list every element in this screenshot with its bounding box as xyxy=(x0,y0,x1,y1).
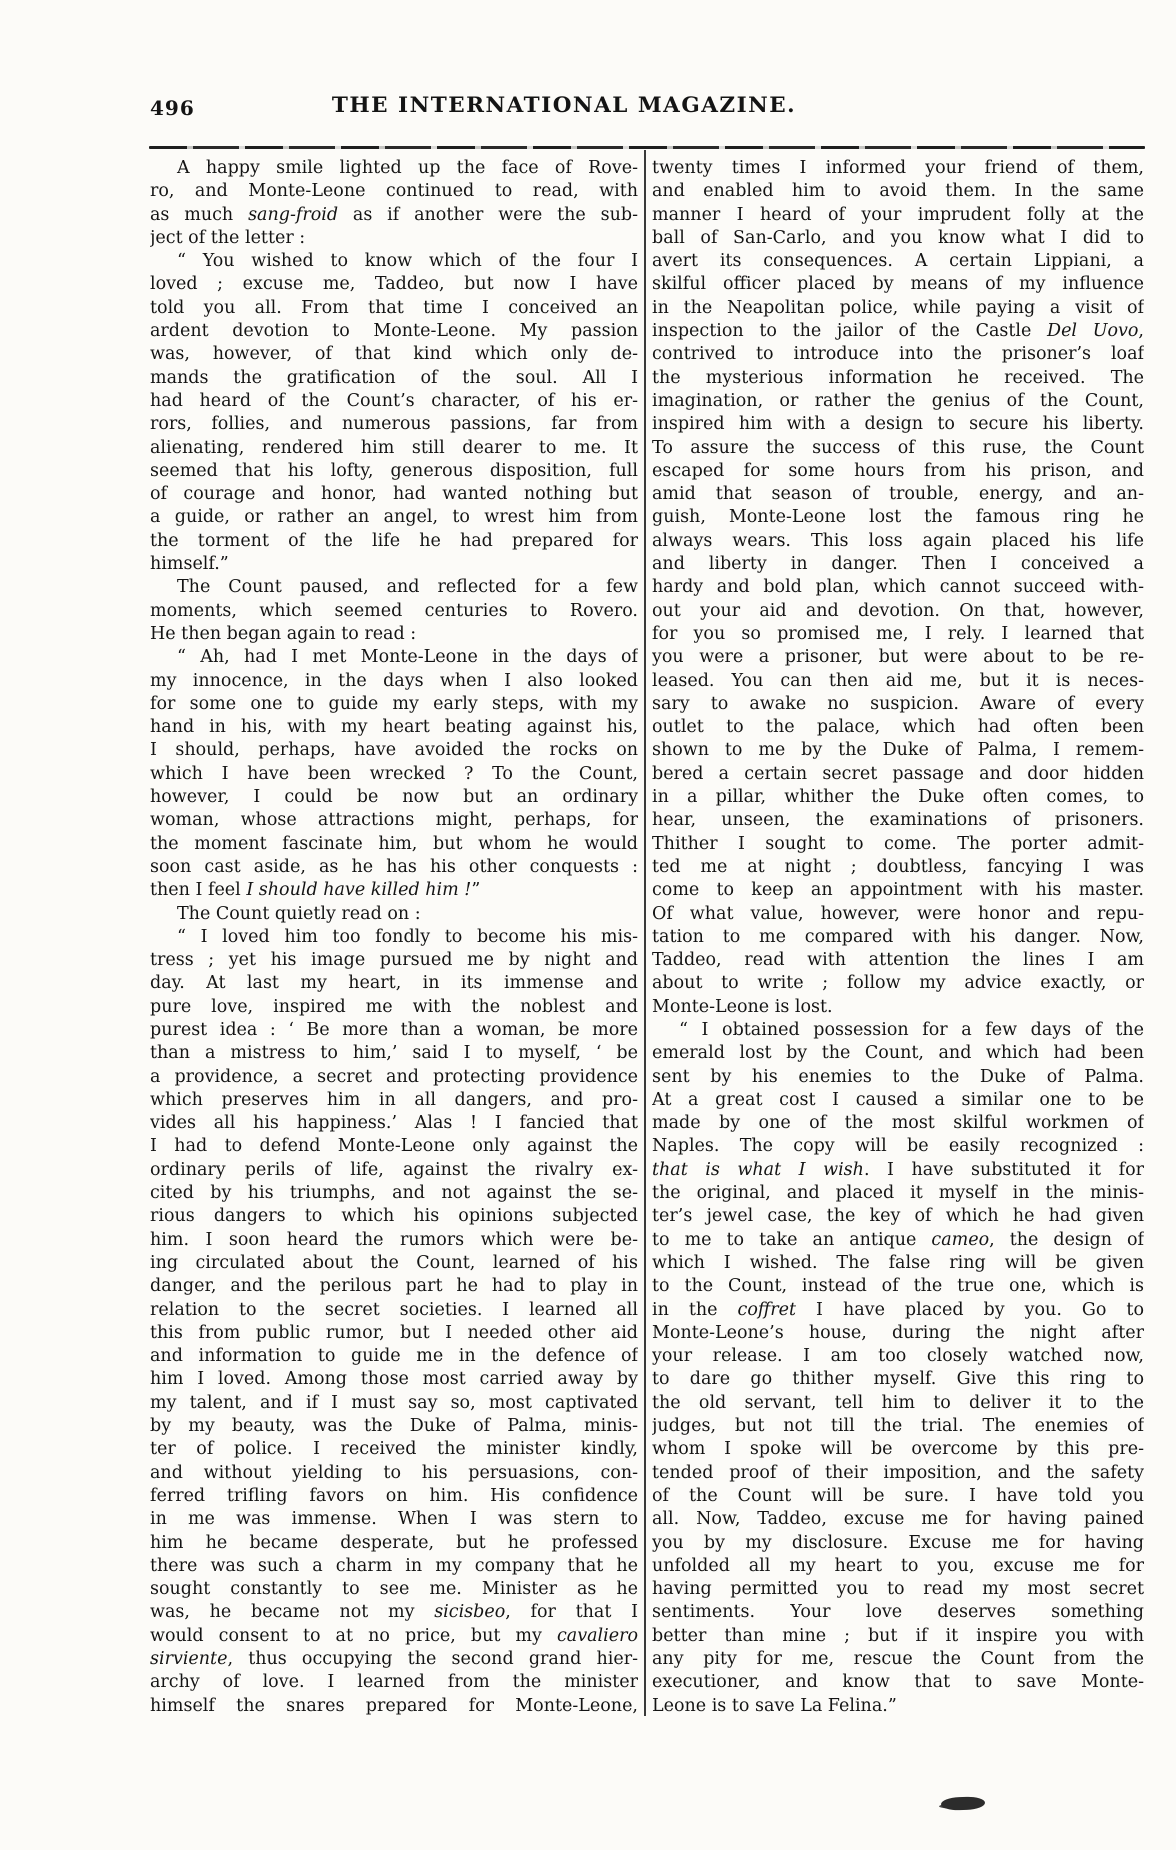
text-line: of courage and honor, had wanted nothing but xyxy=(150,484,638,505)
page-number: 496 xyxy=(150,96,195,120)
text-line: come to keep an appointment with his master. xyxy=(652,880,1144,901)
text-line: Taddeo, read with attention the lines I am xyxy=(652,950,1144,971)
text-line: a providence, a secret and protecting providence xyxy=(150,1066,638,1087)
text-line: whom I spoke will be overcome by this pre- xyxy=(652,1439,1144,1460)
text-line: sary to awake no suspicion. Aware of every xyxy=(652,693,1144,714)
text-line: would consent to at no price, but my cavaliero xyxy=(150,1625,638,1646)
text-line: my innocence, in the days when I also looked xyxy=(150,670,638,691)
page-title: THE INTERNATIONAL MAGAZINE. xyxy=(331,93,797,118)
text-line: “ Ah, had I met Monte-Leone in the days of xyxy=(177,647,638,668)
text-line: that is what I wish. I have substituted it for xyxy=(652,1159,1144,1180)
text-line: archy of love. I learned from the minister xyxy=(150,1672,638,1693)
text-line: out your aid and devotion. On that, however, xyxy=(652,600,1144,621)
text-line: To assure the success of this ruse, the Count xyxy=(652,437,1144,458)
column-divider xyxy=(644,150,646,1716)
text-line: ro, and Monte-Leone continued to read, with xyxy=(150,181,638,202)
text-line: skilful officer placed by means of my influence xyxy=(652,274,1144,295)
text-line: him he became desperate, but he professed xyxy=(150,1532,638,1553)
text-line: executioner, and know that to save Monte- xyxy=(652,1672,1144,1693)
text-line: to me to take an antique cameo, the design of xyxy=(652,1229,1144,1250)
text-line: you were a prisoner, but were about to be re- xyxy=(652,647,1144,668)
text-line: and enabled him to avoid them. In the same xyxy=(652,181,1144,202)
text-line: ardent devotion to Monte-Leone. My passion xyxy=(150,321,638,342)
text-line: ball of San-Carlo, and you know what I did to xyxy=(652,227,1144,248)
text-line: alienating, rendered him still dearer to me. It xyxy=(150,437,638,458)
text-line: which I have been wrecked ? To the Count, xyxy=(150,763,638,784)
text-line: A happy smile lighted up the face of Rove- xyxy=(177,158,638,178)
text-line: He then began again to read : xyxy=(150,623,417,644)
text-line: and liberty in danger. Then I conceived a xyxy=(652,554,1144,575)
right-column xyxy=(652,157,1144,1718)
text-line: by my beauty, was the Duke of Palma, minis- xyxy=(150,1416,638,1437)
text-line: all. Now, Taddeo, excuse me for having pained xyxy=(652,1509,1144,1530)
text-line: however, I could be now but an ordinary xyxy=(150,787,638,808)
text-line: ferred trifling favors on him. His confidence xyxy=(150,1485,638,1506)
text-line: At a great cost I caused a similar one to be xyxy=(652,1089,1144,1110)
text-line: inspection to the jailor of the Castle Del Uovo, xyxy=(652,321,1144,342)
text-line: in the Neapolitan police, while paying a visit of xyxy=(652,297,1144,318)
text-line: then I feel I should have killed him !” xyxy=(150,880,481,901)
text-line: Monte-Leone’s house, during the night after xyxy=(652,1322,1144,1343)
text-line: himself.” xyxy=(150,554,229,575)
text-line: inspired him with a design to secure his liberty. xyxy=(652,414,1144,435)
text-line: hear, unseen, the examinations of prisoners. xyxy=(652,810,1144,831)
text-line: to dare go thither myself. Give this ring to xyxy=(652,1369,1144,1390)
text-line: outlet to the palace, which had often been xyxy=(652,717,1144,738)
text-line: told you all. From that time I conceived an xyxy=(150,297,638,318)
text-line: avert its consequences. A certain Lippiani, a xyxy=(652,251,1144,272)
header-rule xyxy=(149,146,1145,149)
text-line: rors, follies, and numerous passions, far from xyxy=(150,414,638,435)
text-line: sirviente, thus occupying the second grand hier- xyxy=(150,1649,638,1669)
text-line: your release. I am too closely watched now, xyxy=(652,1346,1144,1367)
text-line: “ I obtained possession for a few days of the xyxy=(679,1019,1144,1040)
text-line: this from public rumor, but I needed other aid xyxy=(150,1322,638,1343)
text-line: and without yielding to his persuasions, con- xyxy=(150,1462,638,1483)
text-line: ter of police. I received the minister kindly, xyxy=(150,1439,638,1460)
text-line: tress ; yet his image pursued me by night and xyxy=(150,950,638,971)
text-line: imagination, or rather the genius of the Count, xyxy=(652,390,1144,411)
text-line: rious dangers to which his opinions subjected xyxy=(150,1206,638,1227)
text-line: Leone is to save La Felina.” xyxy=(652,1695,897,1716)
text-line: than a mistress to him,’ said I to myself, ‘ be xyxy=(150,1043,638,1064)
ink-smudge xyxy=(941,1796,985,1811)
text-line: any pity for me, rescue the Count from the xyxy=(652,1649,1144,1669)
text-line: unfolded all my heart to you, excuse me for xyxy=(652,1555,1144,1576)
text-line: shown to me by the Duke of Palma, I remem- xyxy=(652,740,1144,761)
text-line: him I loved. Among those most carried away by xyxy=(150,1369,638,1390)
text-line: seemed that his lofty, generous disposition, full xyxy=(150,460,638,481)
text-line: a guide, or rather an angel, to wrest him from xyxy=(150,507,638,528)
text-line: relation to the secret societies. I learned all xyxy=(150,1299,638,1320)
text-line: contrived to introduce into the prisoner’s loaf xyxy=(652,344,1144,365)
text-line: moments, which seemed centuries to Rovero. xyxy=(150,600,638,621)
text-line: manner I heard of your imprudent folly at the xyxy=(652,204,1144,225)
text-line: having permitted you to read my most secret xyxy=(652,1579,1144,1600)
text-line: which preserves him in all dangers, and pro- xyxy=(150,1089,638,1110)
text-line: purest idea : ‘ Be more than a woman, be more xyxy=(150,1019,638,1040)
text-line: hand in his, with my heart beating against his, xyxy=(150,717,638,738)
text-line: ter’s jewel case, the key of which he had given xyxy=(652,1206,1144,1227)
text-line: vides all his happiness.’ Alas ! I fancied that xyxy=(150,1113,638,1134)
text-line: for you so promised me, I rely. I learned that xyxy=(652,623,1144,644)
text-line: ordinary perils of life, against the rivalry ex- xyxy=(150,1159,638,1180)
text-line: danger, and the perilous part he had to play in xyxy=(150,1276,638,1297)
text-line: The Count quietly read on : xyxy=(177,903,421,924)
text-line: ted me at night ; doubtless, fancying I was xyxy=(652,856,1144,877)
text-line: in me was immense. When I was stern to xyxy=(150,1509,638,1530)
text-line: in the coffret I have placed by you. Go to xyxy=(652,1299,1144,1320)
text-line: had heard of the Count’s character, of his er- xyxy=(150,390,638,411)
text-line: I should, perhaps, have avoided the rocks on xyxy=(150,740,638,761)
text-line: the mysterious information he received. The xyxy=(652,367,1144,388)
text-line: day. At last my heart, in its immense and xyxy=(150,973,638,994)
text-line: the old servant, tell him to deliver it to the xyxy=(652,1392,1144,1413)
text-line: and information to guide me in the defence of xyxy=(150,1346,638,1367)
text-line: for some one to guide my early steps, with my xyxy=(150,693,638,714)
left-column xyxy=(150,157,638,1718)
text-line: to the Count, instead of the true one, which is xyxy=(652,1276,1144,1297)
text-line: the moment fascinate him, but whom he would xyxy=(150,833,638,854)
text-line: ing circulated about the Count, learned of his xyxy=(150,1252,638,1273)
text-line: pure love, inspired me with the noblest and xyxy=(150,996,638,1017)
text-line: the torment of the life he had prepared for xyxy=(150,530,638,551)
text-line: sought constantly to see me. Minister as he xyxy=(150,1579,638,1600)
text-line: there was such a charm in my company that he xyxy=(150,1555,638,1576)
text-line: guish, Monte-Leone lost the famous ring he xyxy=(652,507,1144,528)
text-line: always wears. This loss again placed his life xyxy=(652,530,1144,551)
text-line: amid that season of trouble, energy, and an- xyxy=(652,484,1144,505)
text-line: soon cast aside, as he has his other conquests : xyxy=(150,856,638,877)
text-line: you by my disclosure. Excuse me for having xyxy=(652,1532,1144,1553)
text-line: The Count paused, and reflected for a few xyxy=(177,577,638,598)
text-line: about to write ; follow my advice exactly, or xyxy=(652,973,1144,994)
text-line: in a pillar, whither the Duke often comes, to xyxy=(652,787,1144,808)
text-line: emerald lost by the Count, and which had been xyxy=(652,1043,1144,1064)
text-line: cited by his triumphs, and not against the se- xyxy=(150,1183,638,1204)
text-line: hardy and bold plan, which cannot succeed with- xyxy=(652,577,1144,598)
text-line: which I wished. The false ring will be given xyxy=(652,1252,1144,1273)
text-line: woman, whose attractions might, perhaps, for xyxy=(150,810,638,831)
text-line: as much sang-froid as if another were the sub- xyxy=(150,204,638,225)
text-line: tended proof of their imposition, and the safety xyxy=(652,1462,1144,1483)
text-line: sentiments. Your love deserves something xyxy=(652,1602,1144,1623)
text-line: I had to defend Monte-Leone only against the xyxy=(150,1136,638,1157)
text-line: loved ; excuse me, Taddeo, but now I have xyxy=(150,274,638,295)
text-line: mands the gratification of the soul. All I xyxy=(150,367,638,388)
text-line: was, however, of that kind which only de- xyxy=(150,344,638,365)
text-line: my talent, and if I must say so, most captivated xyxy=(150,1392,638,1413)
text-line: ject of the letter : xyxy=(150,227,306,248)
text-line: better than mine ; but if it inspire you with xyxy=(652,1625,1144,1646)
text-line: sent by his enemies to the Duke of Palma. xyxy=(652,1066,1144,1087)
text-line: “ I loved him too fondly to become his mis- xyxy=(177,926,638,947)
text-line: judges, but not till the trial. The enemies of xyxy=(652,1416,1144,1437)
text-line: Naples. The copy will be easily recognized : xyxy=(652,1136,1144,1157)
text-line: twenty times I informed your friend of them, xyxy=(652,158,1144,178)
text-line: Thither I sought to come. The porter admit- xyxy=(652,833,1144,854)
text-line: himself the snares prepared for Monte-Leone, xyxy=(150,1695,638,1716)
text-line: bered a certain secret passage and door hidden xyxy=(652,763,1144,784)
text-line: tation to me compared with his danger. Now, xyxy=(652,926,1144,947)
text-line: “ You wished to know which of the four I xyxy=(177,251,638,272)
text-line: made by one of the most skilful workmen of xyxy=(652,1113,1144,1134)
text-line: escaped for some hours from his prison, and xyxy=(652,460,1144,481)
text-line: Of what value, however, were honor and repu- xyxy=(652,903,1144,924)
text-line: leased. You can then aid me, but it is neces- xyxy=(652,670,1144,691)
text-line: Monte-Leone is lost. xyxy=(652,996,833,1017)
text-line: him. I soon heard the rumors which were be- xyxy=(150,1229,638,1250)
text-line: the original, and placed it myself in the minis- xyxy=(652,1183,1144,1204)
text-line: was, he became not my sicisbeo, for that I xyxy=(150,1602,638,1623)
text-line: of the Count will be sure. I have told you xyxy=(652,1485,1144,1506)
